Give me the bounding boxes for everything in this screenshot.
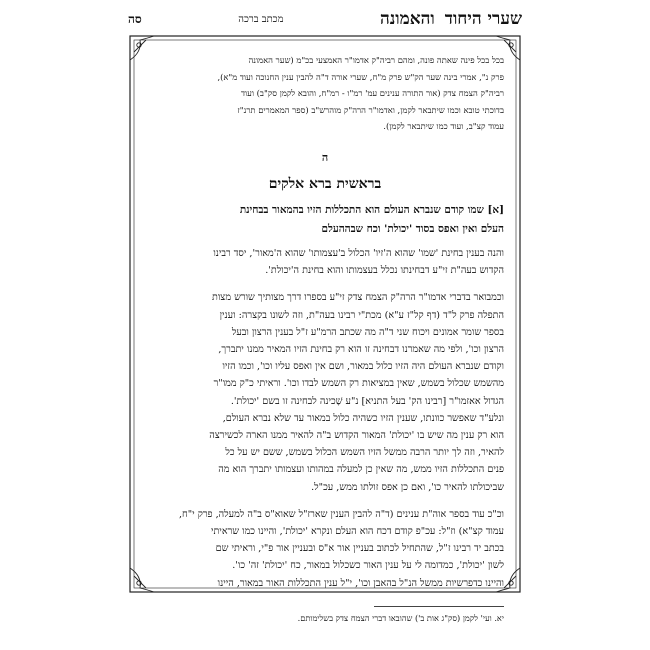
text-line: רביה"ק הצמח צדק (אור התורה ענינים עמ' רמ"ו - רמ"ח, והובא לקמן סק"ב) ועוד [240, 88, 504, 98]
page-number: סה [128, 11, 142, 26]
text-line: בכתב יד רבינו ז"ל, שהתחיל לכתוב בעניין אור א"ס ובעניין אור פ"י, וראיתי שם [215, 543, 504, 555]
text-line: הגדול אאזמו"ר [רבינו הק' בעל התניא] נ"ע שָׁכינה לבחינה זו בשם 'יכולת'. [230, 395, 504, 407]
text-line: להאיר, וזה לך יותר הרבה ממשל הזיו השמש הכלול בשמש, ששם יש על כל [225, 447, 504, 459]
text-line: הוא רק ענין מה שיש בו 'יכולת' המאור הקדוש ב"ה להאיר ממנו הארה לכשירצה [209, 429, 504, 441]
text-line: וכ"כ עוד בספר אוה"ת ענינים (ד"ה להבין הענין שארז"ל שאוא"ס ב"ה למעלה, פרק י"ח, [178, 508, 504, 520]
paragraph-2 [146, 289, 504, 495]
running-title [380, 9, 522, 29]
page-content [146, 52, 504, 623]
paragraph-3 [146, 506, 504, 592]
text-line: [א] שמו קודם שנברא העולם הוא התכללות הזיו בהמאור בבחינת [239, 203, 504, 216]
text-line: בדוכתי טובא וכמו שיתבאר לקמן, ואדמו"ר הרה"ק מוהרש"ב (ספר המאמרים תרנ"ז [237, 104, 504, 115]
text-line: וקודם שנברא העולם היה הזיו כלול במאור, ושם אין ואפס עליו וכו', וכמו הזיו [222, 361, 504, 373]
text-line: והנה בענין בחינת 'שמו' שהוא ה'זיו' הכלול ב'עצמותו' שהוא ה'מאור', יסד רבינו [213, 247, 504, 259]
text-line: לשון 'יכולת', כמדומה לי על ענין האור כשכלול במאור, כח 'יכולת' זה' כו'. [232, 560, 504, 572]
text-line: מהשמש שכלול בשמש, שאין במציאות רק השמש לבדו וכו'. וראיתי כ"ק ממו"ר [213, 378, 504, 390]
footnote-divider [374, 606, 504, 607]
text-line: הקדוש בעה"ת זי"ע דבחינתו נכלל בעצמותו והוא בחינת ה'יכולת'. [265, 265, 504, 277]
running-title-part1: שערי היחוד [444, 9, 522, 29]
running-title-part2: והאמונה [380, 9, 435, 29]
paragraph-1 [146, 245, 504, 279]
text-line: שביכולתו להאיר כו', ואם כן אפס זולתו ממש, עכ"ל. [311, 481, 504, 493]
footnote: יא. ועי' לקמן (סק"ג אות ב') שהובאו דברי הצמח צדק בשלימותם. [297, 612, 504, 623]
text-line: והיינו כדפרשיות ממשל הנ"ל בהאבן וכו', י"ל ענין התכללות האור במאור, היינו [217, 577, 504, 589]
text-line: בספר שומר אמונים ויכוח שני ד"ה מה שכתב הרמ"ע ז"ל בענין הרצון ובעל [231, 326, 504, 338]
text-line: פנים התכללות הזיו ממש, מה שאין כן למעלה במהותו ועצמותו יתברך הוא מה [218, 464, 504, 476]
section-title: בראשית ברא אלקים [268, 175, 382, 192]
section-header: מכתב ברכה [238, 13, 284, 25]
text-line: התפלה פרק ל"ד (דף קל"ז ע"א) מכת"י רבינו בעה"ת, וזה לשונו בקצרה: וענין [219, 309, 504, 321]
text-line: הרצון וכו', ולפי מה שאמרנו דבחינה זו הוא רק בחינת הזיו המאיר ממנו יתברך, [218, 343, 504, 355]
text-line: פרק נ", אמרי בינה שער הק"ש פרק מ"ח, שערי אורה ד"ה להבין ענין החנוכה ועוד מ"א), [217, 71, 504, 82]
intro-paragraph [146, 52, 504, 135]
text-line: בכל בכל פינה שאתה פונה, ומהם רביה"ק אדמו"ר האמצעי בכ"מ (שער האמונה [248, 55, 504, 65]
text-line: עמוד קצ"א) וז"ל: עכ"פ קודם דכח הוא העלם ונקרא 'יכולת', והיינו כמו שראיתי [210, 525, 504, 537]
section-letter: ה [321, 150, 329, 164]
thesis-heading [146, 201, 504, 239]
text-line: עמוד קצ"ב, ועוד כמו שיתבאר לקמן). [383, 121, 504, 131]
text-line: וכמבואר בדברי אדמו"ר הרה"ק הצמח צדק זי"ע בספרו דרך מצותיך שורש מצות [212, 292, 504, 304]
text-line: ונלע"ד שאפשר כוונתו, שענין הזיו כשהיה כלול במאור עד שלא נברא העולם, [222, 412, 504, 424]
page-header [128, 6, 522, 32]
text-line: העלם ואין ואפס בסוד 'יכולת' וכח שבההעלם [321, 222, 504, 235]
